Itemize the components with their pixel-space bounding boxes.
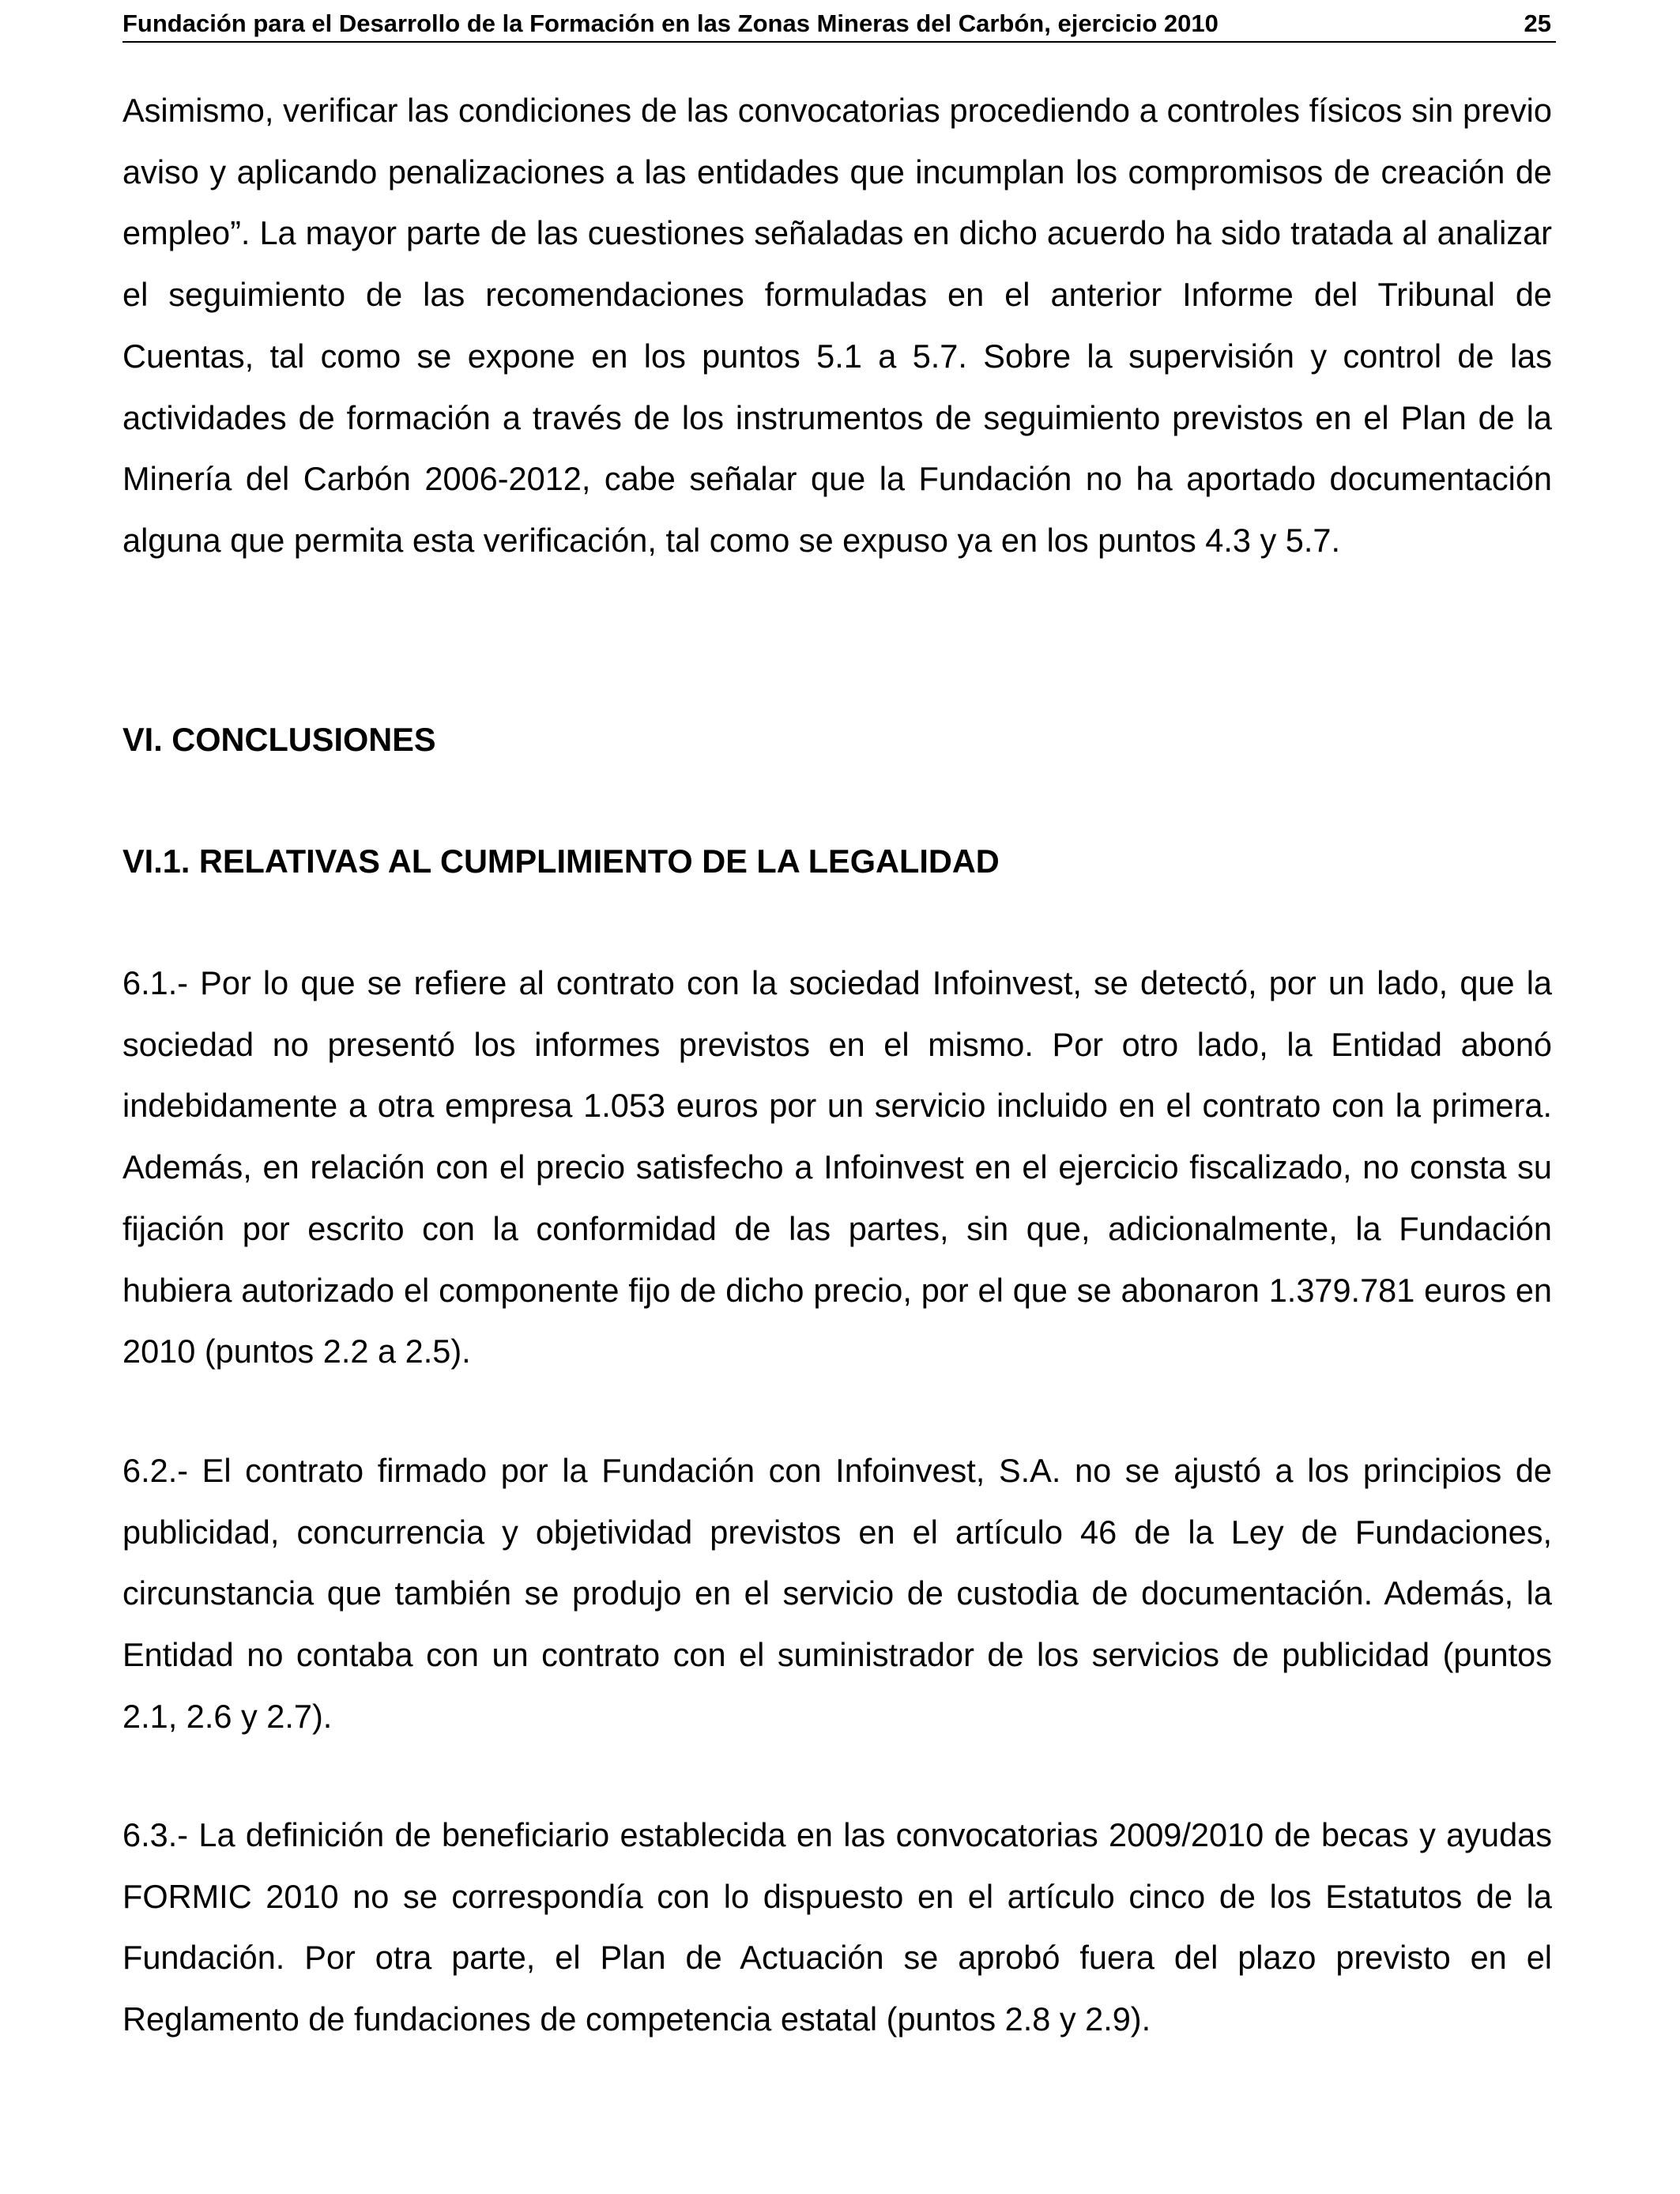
header-title: Fundación para el Desarrollo de la Formación en las Zonas Mineras del Carbón, ejercicio 2010 <box>122 9 1219 37</box>
running-header <box>122 8 1556 43</box>
conclusion-paragraph-6-3: 6.3.- La definición de beneficiario establecida en las convocatorias 2009/2010 de becas y ayudas FORMIC 2010 no se correspondía con lo dispuesto en el artículo cinco de los Estatutos de la Fundación. Por otra parte, el Plan de Actuación se aprobó fuera del plazo previsto en el Reglamento de fundaciones de competencia estatal (puntos 2.8 y 2.9). <box>122 1816 1552 2038</box>
intro-paragraph: Asimismo, verificar las condiciones de las convocatorias procediendo a controles físicos sin previo aviso y aplicando penalizaciones a las entidades que incumplan los compromisos de creación de empleo”. La mayor parte de las cuestiones señaladas en dicho acuerdo ha sido tratada al analizar el seguimiento de las recomendaciones formuladas en el anterior Informe del Tribunal de Cuentas, tal como se expone en los puntos 5.1 a 5.7. Sobre la supervisión y control de las actividades de formación a través de los instrumentos de seguimiento previstos en el Plan de la Minería del Carbón 2006-2012, cabe señalar que la Fundación no ha aportado documentación alguna que permita esta verificación, tal como se expuso ya en los puntos 4.3 y 5.7. <box>122 92 1552 559</box>
conclusion-paragraph-6-2: 6.2.- El contrato firmado por la Fundación con Infoinvest, S.A. no se ajustó a los principios de publicidad, concurrencia y objetividad previstos en el artículo 46 de la Ley de Fundaciones, circunstancia que también se produjo en el servicio de custodia de documentación. Además, la Entidad no contaba con un contrato con el suministrador de los servicios de publicidad (puntos 2.1, 2.6 y 2.7). <box>122 1452 1552 1735</box>
subsection-heading: VI.1. RELATIVAS AL CUMPLIMIENTO DE LA LEGALIDAD <box>122 843 1000 880</box>
section-heading: VI. CONCLUSIONES <box>122 721 436 758</box>
page-number: 25 <box>1524 9 1551 37</box>
conclusion-paragraph-6-1: 6.1.- Por lo que se refiere al contrato con la sociedad Infoinvest, se detectó, por un lado, que la sociedad no presentó los informes previstos en el mismo. Por otro lado, la Entidad abonó indebidamente a otra empresa 1.053 euros por un servicio incluido en el contrato con la primera. Además, en relación con el precio satisfecho a Infoinvest en el ejercicio fiscalizado, no consta su fijación por escrito con la conformidad de las partes, sin que, adicionalmente, la Fundación hubiera autorizado el componente fijo de dicho precio, por el que se abonaron 1.379.781 euros en 2010 (puntos 2.2 a 2.5). <box>122 964 1552 1370</box>
